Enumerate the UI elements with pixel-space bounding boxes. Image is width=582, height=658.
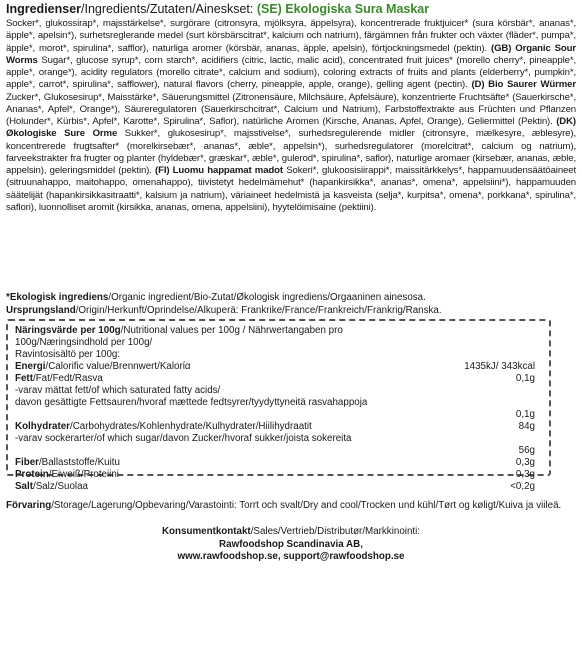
nutrition-row-bold: Fiber [15, 457, 39, 468]
nutrition-row-name [15, 373, 475, 385]
nutrition-row-name [15, 385, 475, 397]
ingredients-heading-bold: Ingredienser [6, 2, 82, 16]
ingredients-dk: Sukker*, glukosesirup*, majsstivelse*, surhedsregulerende midler (citronsyre, mælkesyre, æblesyre), koncentrerede frugtsafter* (morelkirsebær*, ananas*, æble*, appelsin*), surhedsregulatorer (morelcitrat*, calcium og natrium), farveekstrakter fra frugter og planter (hyldebær*, græskar*, æble*, gulerod*, spirulina*, saflor), naturlige aromaer (kirsebær, ananas, æble, appelsin), geleringsmiddel (pektin). [6, 128, 576, 176]
contact-label-languages: /Sales/Vertrieb/Distributør/Markkinointi: [250, 526, 421, 537]
ingredients-heading [6, 2, 578, 17]
ingredients-de: Zucker*, Glukosesirup*, Maisstärke*, Säuerungsmittel (Zitronensäure, Milchsäure, Apfelsäure), konzentrierte Fruchtsäfte* (Sauerkirsche*, Ananas*, Apfel*, Orange*), Säureregulatoren (Sauerkirschcitrat*, Calcium und Natrium), Farbstoffextrakte aus Früchten und Pflanzen (Holunder*, Kürbis*, Apfel*, Karotte*, Spirulina*, Saflor), natürliche Aromen (Kirsche, Ananas, Apfel, Orange), Geliermittel (Pektin). [6, 91, 576, 127]
nutrition-row-bold: Fett [15, 373, 33, 384]
ingredients-dk-label: (DK) Økologiske Sure Orme [6, 116, 576, 140]
contact-block [0, 526, 582, 564]
organic-origin-block [6, 292, 576, 317]
nutrition-row-rest: /Fat/Fedt/Rasva [32, 373, 103, 384]
nutrition-row-value [464, 361, 535, 373]
nutrition-row-bold: Kolhydrater [15, 421, 70, 432]
nutrition-row-value: 0,3g [515, 469, 535, 480]
origin-text: /Origin/Herkunft/Oprindelse/Alkuperä: Frankrike/France/Frankreich/Frankrig/Ranska. [75, 304, 442, 316]
nutrition-row-value: 56g [518, 445, 535, 456]
nutrition-row-rest: /Eiweiß/Proteiini [48, 469, 119, 480]
storage-text: /Storage/Lagerung/Opbevaring/Varastointi: Torrt och svalt/Dry and cool/Trocken und kühl/Tørt og køligt/Kuiva ja viileä. [51, 500, 562, 511]
nutrition-row-rest: /Ballaststoffe/Kuitu [38, 457, 120, 468]
ingredients-gb-label: (GB) Organic Sour Worms [6, 42, 576, 66]
nutrition-row-value: 0,1g [515, 409, 535, 420]
nutrition-row-rest: -varav mättat fett/of which saturated fatty acids/ [15, 385, 221, 396]
nutrition-row-name [15, 433, 445, 445]
nutrition-heading-fi: Ravintosisältö per 100g: [15, 349, 121, 361]
nutrition-row-bold: Protein [15, 469, 49, 480]
nutrition-row-bold: Salt [15, 481, 33, 492]
origin-label: Ursprungsland [6, 304, 76, 316]
nutrition-row-name [15, 469, 475, 481]
contact-heading [0, 526, 582, 539]
organic-text: /Organic ingredient/Bio-Zutat/Økologisk ingrediens/Orgaaninen ainesosa. [108, 292, 426, 303]
nutrition-row-rest: /Calorific value/Brennwert/Kalorία [45, 361, 191, 372]
storage-label: Förvaring [6, 500, 52, 511]
contact-web [0, 551, 582, 564]
nutrition-row-name [15, 361, 475, 373]
origin-note [6, 305, 576, 318]
nutrition-row-rest: /Salz/Suolaa [32, 481, 88, 492]
storage-note [6, 500, 566, 513]
ingredients-de-label: (D) Bio Saurer Würmer [471, 79, 576, 91]
nutrition-row-rest: davon gesättigte Fettsauren/hvoraf mættede fedtsyrer/tyydyttyneitä rasvahappoja [15, 397, 368, 408]
organic-note [6, 292, 576, 305]
nutrition-heading-languages: /Nutritional values per 100g / Nährwertangaben pro 100g/Næringsindhold per 100g/ [15, 325, 343, 349]
nutrition-row-name [15, 421, 475, 433]
nutrition-row-value: <0,2g [510, 481, 535, 492]
nutrition-row-bold: Energi [15, 361, 46, 372]
nutrition-row-value: 0,3g [515, 457, 535, 468]
energy-kj: 1435kJ [464, 361, 496, 372]
nutrition-row-name [15, 397, 445, 409]
nutrition-row-value: 84g [518, 421, 535, 432]
nutrition-row-rest: /Carbohydrates/Kohlenhydrate/Kulhydrater/Hiilihydraatit [69, 421, 312, 432]
ingredients-se: Socker*, glukossirap*, majsstärkelse*, surgörare (citronsyra, mjölksyra, äppelsyra), koncentrerade fruktjuicer* (sura körsbär*, ananas*, äpple*, apelsin*), surhetsreglerande medel (surt körsbärscitrat*, kalcium och natrium), färgämnen från frukter och växter (fläder*, pumpa*, äpple*, morot*, spirulina*, safflor), naturliga aromer (körsbär, ananas, äpple, apelsin), förtjockningsmedel (pektin). [6, 18, 576, 54]
company-name: Rawfoodshop Scandinavia AB, [219, 538, 363, 550]
website-email: www.rawfoodshop.se, support@rawfoodshop.se [177, 551, 405, 562]
energy-kcal: / 343kcal [495, 361, 535, 372]
ingredients-text [6, 18, 576, 214]
ingredients-fi: Sokeri*, glukoosisiirappi*, maissitärkkelys*, happamuudensäätöaineet (sitruunahappo, maitohappo, omenahappo), tiivistetyt hedelmämehut* (hapankirsikka*, ananas*, omena*, appelsiini*), happamuuden säätelijät (hapankirsikkasitraatti*, kalsium ja natrium), väriaineet hedelmistä ja kasveista (selja*, kurpitsa*, omena*, porkkana*, spirulina*, saflori), luonnolliset aromit (kirsikka, ananas, omena, appelsiini), hyytelöimisaine (pektiini). [6, 165, 577, 213]
ingredients-heading-languages: /Ingredients/Zutaten/Aineskset: [81, 2, 257, 16]
nutrition-row-value: 0,1g [515, 373, 535, 384]
nutrition-heading-bold: Näringsvärde per 100g [15, 325, 121, 336]
nutrition-heading [15, 325, 435, 362]
nutrition-row-name [15, 457, 475, 469]
product-name: (SE) Ekologiska Sura Maskar [256, 2, 430, 16]
contact-company [0, 539, 582, 552]
contact-label: Konsumentkontakt [161, 526, 251, 537]
nutrition-row-name [15, 481, 475, 493]
organic-label: *Ekologisk ingrediens [6, 292, 109, 303]
ingredients-gb: Sugar*, glucose syrup*, corn starch*, acidifiers (citric, lactic, malic acid), concentrated fruit juices* (morello cherry*, pineapple*, apple*, orange*), acidity regulators (morello citrate*, calcium and sodium), coloring extracts of fruits and plants (elderberry*, pumpkin*, apple*, carrot*, spirulina*, safflower), natural flavors (cherry, pineapple, apple, orange), gelling agent (pectin). [6, 54, 576, 91]
nutrition-row-rest: -varav sockerarter/of which sugar/davon Zucker/hvoraf sukker/joista sokereita [15, 433, 352, 444]
ingredients-fi-label: (FI) Luomu happamat madot [155, 165, 283, 176]
